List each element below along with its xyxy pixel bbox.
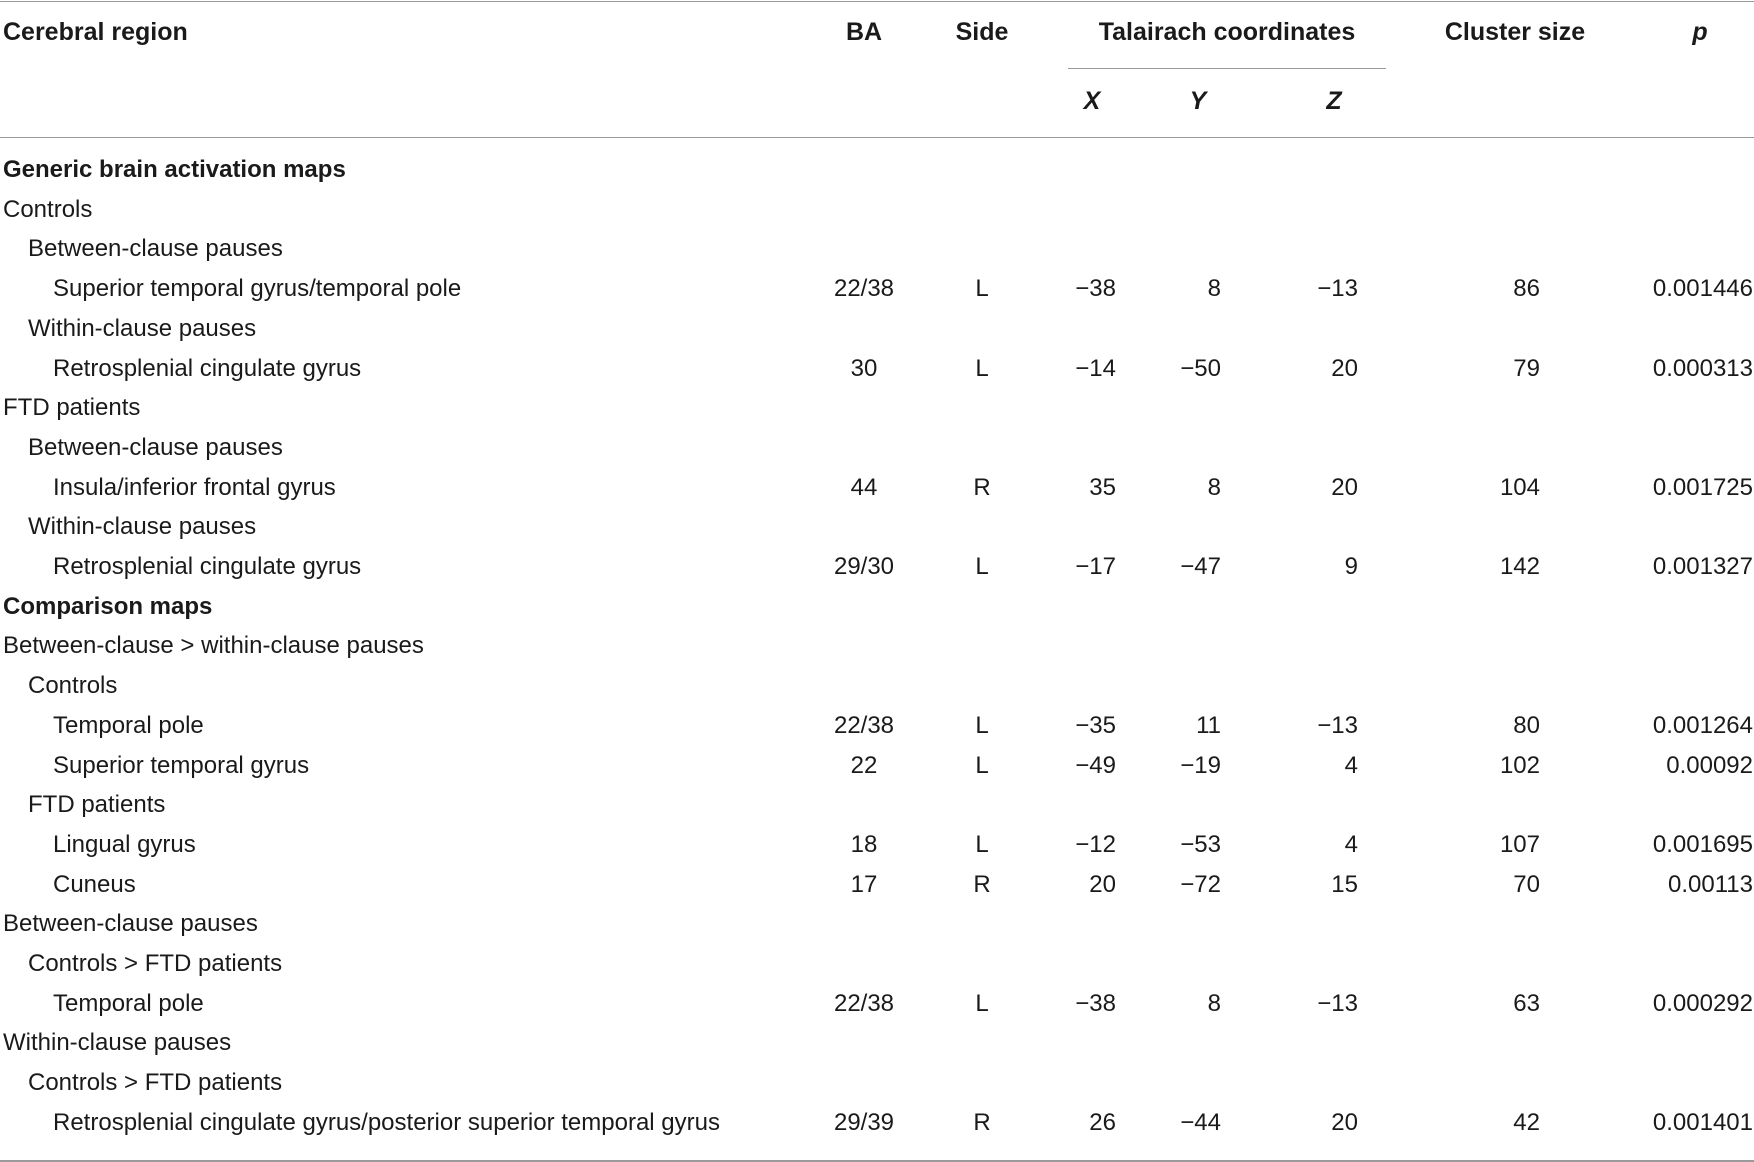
ba-cell: 22/38 [833,275,895,302]
z-cell: 15 [1331,871,1358,898]
table-row [0,746,1754,786]
region-cell: Between-clause pauses [28,235,283,262]
y-cell: 8 [1207,275,1221,302]
side-cell: R [973,1109,991,1136]
region-cell: Between-clause pauses [3,910,258,937]
x-cell: 35 [1089,474,1116,501]
region-cell: Cuneus [53,871,136,898]
z-cell: −13 [1317,990,1358,1017]
table-row [0,825,1754,865]
side-cell: L [975,553,989,580]
region-cell: Between-clause > within-clause pauses [3,632,424,659]
y-cell: −44 [1180,1109,1221,1136]
y-cell: −72 [1180,871,1221,898]
side-cell: L [975,831,989,858]
table-row [0,190,1754,230]
header-cluster-size: Cluster size [1444,18,1586,46]
table-row [0,944,1754,984]
cluster-size-cell: 104 [1499,474,1540,501]
x-cell: −14 [1075,355,1116,382]
region-cell: Between-clause pauses [28,434,283,461]
section-header-row [0,150,1754,190]
header-talairach-coordinates: Talairach coordinates [1098,18,1356,46]
header-rule [0,137,1754,138]
p-value-cell: 0.00092 [1666,752,1753,779]
region-cell: Superior temporal gyrus [53,752,310,779]
z-cell: 4 [1344,831,1358,858]
region-cell: Retrosplenial cingulate gyrus/posterior superior temporal gyrus [53,1109,720,1136]
header-p: p [1692,18,1708,46]
side-cell: R [973,474,991,501]
p-value-cell: 0.001327 [1652,553,1753,580]
p-value-cell: 0.001725 [1652,474,1753,501]
side-cell: L [975,990,989,1017]
header-ba: BA [845,18,883,46]
z-cell: −13 [1317,275,1358,302]
region-cell: Controls > FTD patients [28,1069,283,1096]
cluster-size-cell: 102 [1499,752,1540,779]
y-cell: 11 [1196,712,1221,739]
p-value-cell: 0.000313 [1652,355,1753,382]
cluster-size-cell: 42 [1513,1109,1540,1136]
region-cell: Within-clause pauses [28,513,257,540]
cluster-size-cell: 80 [1513,712,1540,739]
section-header-row [0,587,1754,627]
table-row [0,785,1754,825]
z-cell: 20 [1331,355,1358,382]
region-cell: Lingual gyrus [53,831,196,858]
p-value-cell: 0.00113 [1668,871,1753,898]
table-row [0,1063,1754,1103]
region-cell: Within-clause pauses [3,1029,232,1056]
y-cell: −50 [1180,355,1221,382]
z-cell: 20 [1331,1109,1358,1136]
y-cell: −19 [1180,752,1221,779]
table-row [0,507,1754,547]
region-cell: Temporal pole [53,990,204,1017]
ba-cell: 22/38 [833,990,895,1017]
region-cell: Generic brain activation maps [3,156,346,183]
table-row [0,428,1754,468]
talairach-subrule [1068,68,1386,69]
side-cell: R [973,871,991,898]
table-row [0,984,1754,1024]
y-cell: −47 [1180,553,1221,580]
ba-cell: 22 [850,752,878,779]
x-cell: 20 [1089,871,1116,898]
table-row [0,1023,1754,1063]
header-x: X [1083,87,1101,115]
table-row [0,388,1754,428]
region-cell: Within-clause pauses [28,315,257,342]
ba-cell: 17 [850,871,878,898]
header-y: Y [1189,87,1207,115]
z-cell: 4 [1344,752,1358,779]
side-cell: L [975,355,989,382]
top-rule [0,1,1754,2]
p-value-cell: 0.000292 [1652,990,1753,1017]
table-row [0,269,1754,309]
x-cell: −38 [1075,990,1116,1017]
table-row [0,706,1754,746]
x-cell: 26 [1089,1109,1116,1136]
table-row [0,349,1754,389]
header-cerebral-region: Cerebral region [3,18,188,46]
p-value-cell: 0.001401 [1652,1109,1753,1136]
y-cell: 8 [1207,990,1221,1017]
z-cell: 9 [1344,553,1358,580]
side-cell: L [975,275,989,302]
table-row [0,468,1754,508]
region-cell: Insula/inferior frontal gyrus [53,474,336,501]
header-z: Z [1326,87,1342,115]
x-cell: −12 [1075,831,1116,858]
region-cell: Superior temporal gyrus/temporal pole [53,275,462,302]
region-cell: Temporal pole [53,712,204,739]
table-row [0,865,1754,905]
p-value-cell: 0.001695 [1652,831,1753,858]
region-cell: Controls [28,672,118,699]
region-cell: Controls > FTD patients [28,950,283,977]
cluster-size-cell: 86 [1513,275,1540,302]
x-cell: −17 [1075,553,1116,580]
z-cell: −13 [1317,712,1358,739]
cluster-size-cell: 70 [1513,871,1540,898]
ba-cell: 18 [850,831,878,858]
region-cell: FTD patients [28,791,166,818]
x-cell: −35 [1075,712,1116,739]
ba-cell: 30 [850,355,878,382]
side-cell: L [975,752,989,779]
table-row [0,1103,1754,1143]
cluster-size-cell: 79 [1513,355,1540,382]
table-row [0,547,1754,587]
z-cell: 20 [1331,474,1358,501]
ba-cell: 29/30 [833,553,895,580]
region-cell: FTD patients [3,394,141,421]
cluster-size-cell: 63 [1513,990,1540,1017]
table-row [0,666,1754,706]
p-value-cell: 0.001264 [1652,712,1753,739]
table-row [0,626,1754,666]
cluster-size-cell: 142 [1499,553,1540,580]
table-row [0,309,1754,349]
x-cell: −49 [1075,752,1116,779]
region-cell: Retrosplenial cingulate gyrus [53,355,362,382]
table-row [0,904,1754,944]
p-value-cell: 0.001446 [1652,275,1753,302]
y-cell: −53 [1180,831,1221,858]
region-cell: Retrosplenial cingulate gyrus [53,553,362,580]
y-cell: 8 [1207,474,1221,501]
ba-cell: 44 [850,474,878,501]
region-cell: Controls [3,196,93,223]
ba-cell: 22/38 [833,712,895,739]
ba-cell: 29/39 [833,1109,895,1136]
table-row [0,229,1754,269]
region-cell: Comparison maps [3,593,213,620]
x-cell: −38 [1075,275,1116,302]
side-cell: L [975,712,989,739]
header-side: Side [955,18,1009,46]
cluster-size-cell: 107 [1499,831,1540,858]
